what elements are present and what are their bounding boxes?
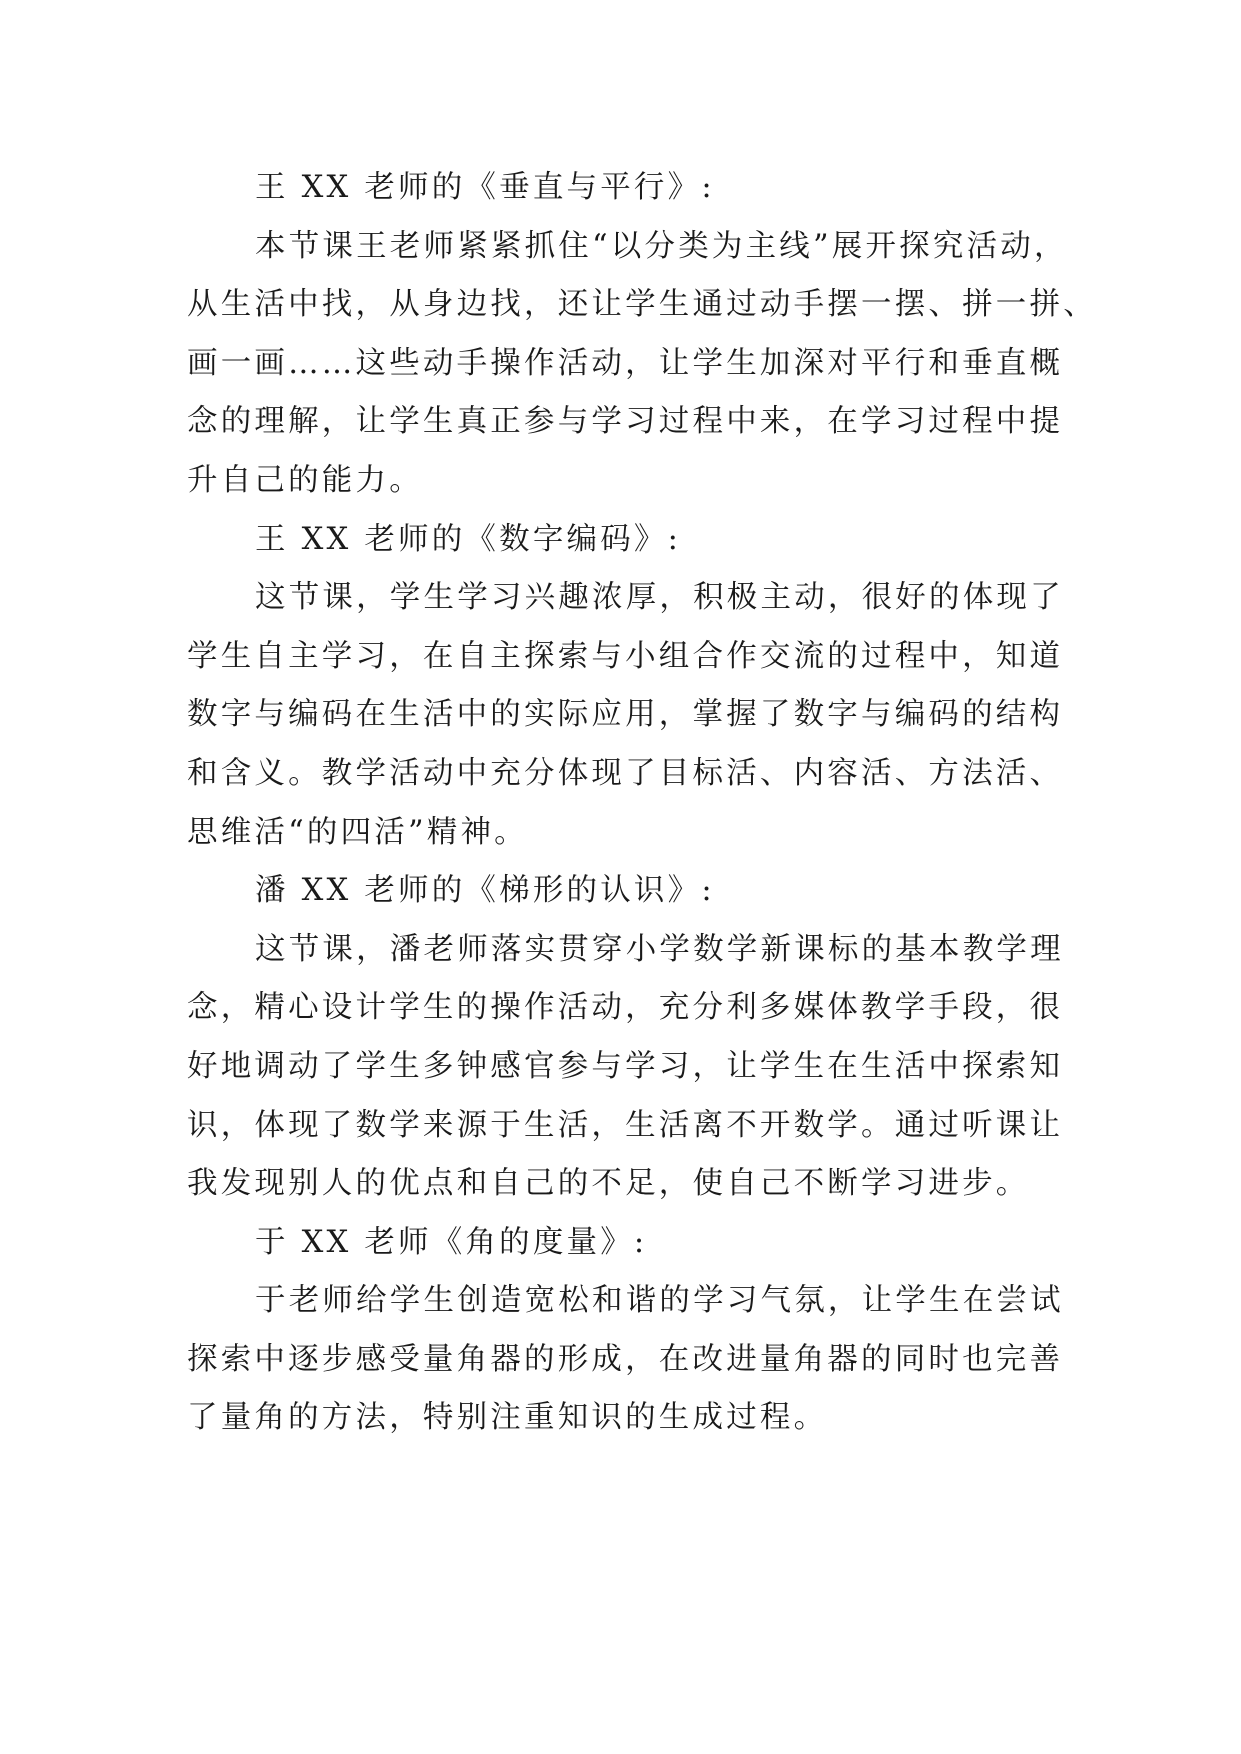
section-heading: 于 XX 老师《角的度量》: <box>255 1224 648 1260</box>
paragraph-line: 我发现别人的优点和自己的不足，使自己不断学习进步。 <box>187 1166 1030 1202</box>
paragraph-line: 识，体现了数学来源于生活，生活离不开数学。通过听课让 <box>187 1107 1064 1143</box>
paragraph-line: 思维活“的四活”精神。 <box>187 814 528 850</box>
paragraph-line: 数字与编码在生活中的实际应用，掌握了数字与编码的结构 <box>187 697 1064 733</box>
paragraph-line: 从生活中找，从身边找，还让学生通过动手摆一摆、拼一拼、 <box>187 287 1097 323</box>
paragraph-line: 念的理解，让学生真正参与学习过程中来，在学习过程中提 <box>187 404 1064 440</box>
paragraph-line: 这节课，潘老师落实贯穿小学数学新课标的基本教学理 <box>255 931 1064 967</box>
paragraph-line: 念，精心设计学生的操作活动，充分利多媒体教学手段，很 <box>187 990 1064 1026</box>
paragraph-line: 本节课王老师紧紧抓住“以分类为主线”展开探究活动， <box>255 228 1068 264</box>
document-body <box>187 159 1097 1448</box>
paragraph-line: 于老师给学生创造宽松和谐的学习气氛，让学生在尝试 <box>255 1283 1064 1319</box>
paragraph-line: 和含义。教学活动中充分体现了目标活、内容活、方法活、 <box>187 755 1064 791</box>
paragraph-line: 探索中逐步感受量角器的形成，在改进量角器的同时也完善 <box>187 1341 1064 1377</box>
paragraph-line: 学生自主学习，在自主探索与小组合作交流的过程中，知道 <box>187 638 1064 674</box>
paragraph-line: 这节课，学生学习兴趣浓厚，积极主动，很好的体现了 <box>255 580 1064 616</box>
paragraph-line: 画一画……这些动手操作活动，让学生加深对平行和垂直概 <box>187 345 1064 381</box>
paragraph-line: 升自己的能力。 <box>187 462 423 498</box>
paragraph-line: 好地调动了学生多钟感官参与学习，让学生在生活中探索知 <box>187 1048 1064 1084</box>
section-heading: 王 XX 老师的《数字编码》: <box>255 521 682 557</box>
paragraph-line: 了量角的方法，特别注重知识的生成过程。 <box>187 1400 828 1436</box>
section-heading: 潘 XX 老师的《梯形的认识》: <box>255 873 715 909</box>
section-heading: 王 XX 老师的《垂直与平行》: <box>255 170 715 205</box>
